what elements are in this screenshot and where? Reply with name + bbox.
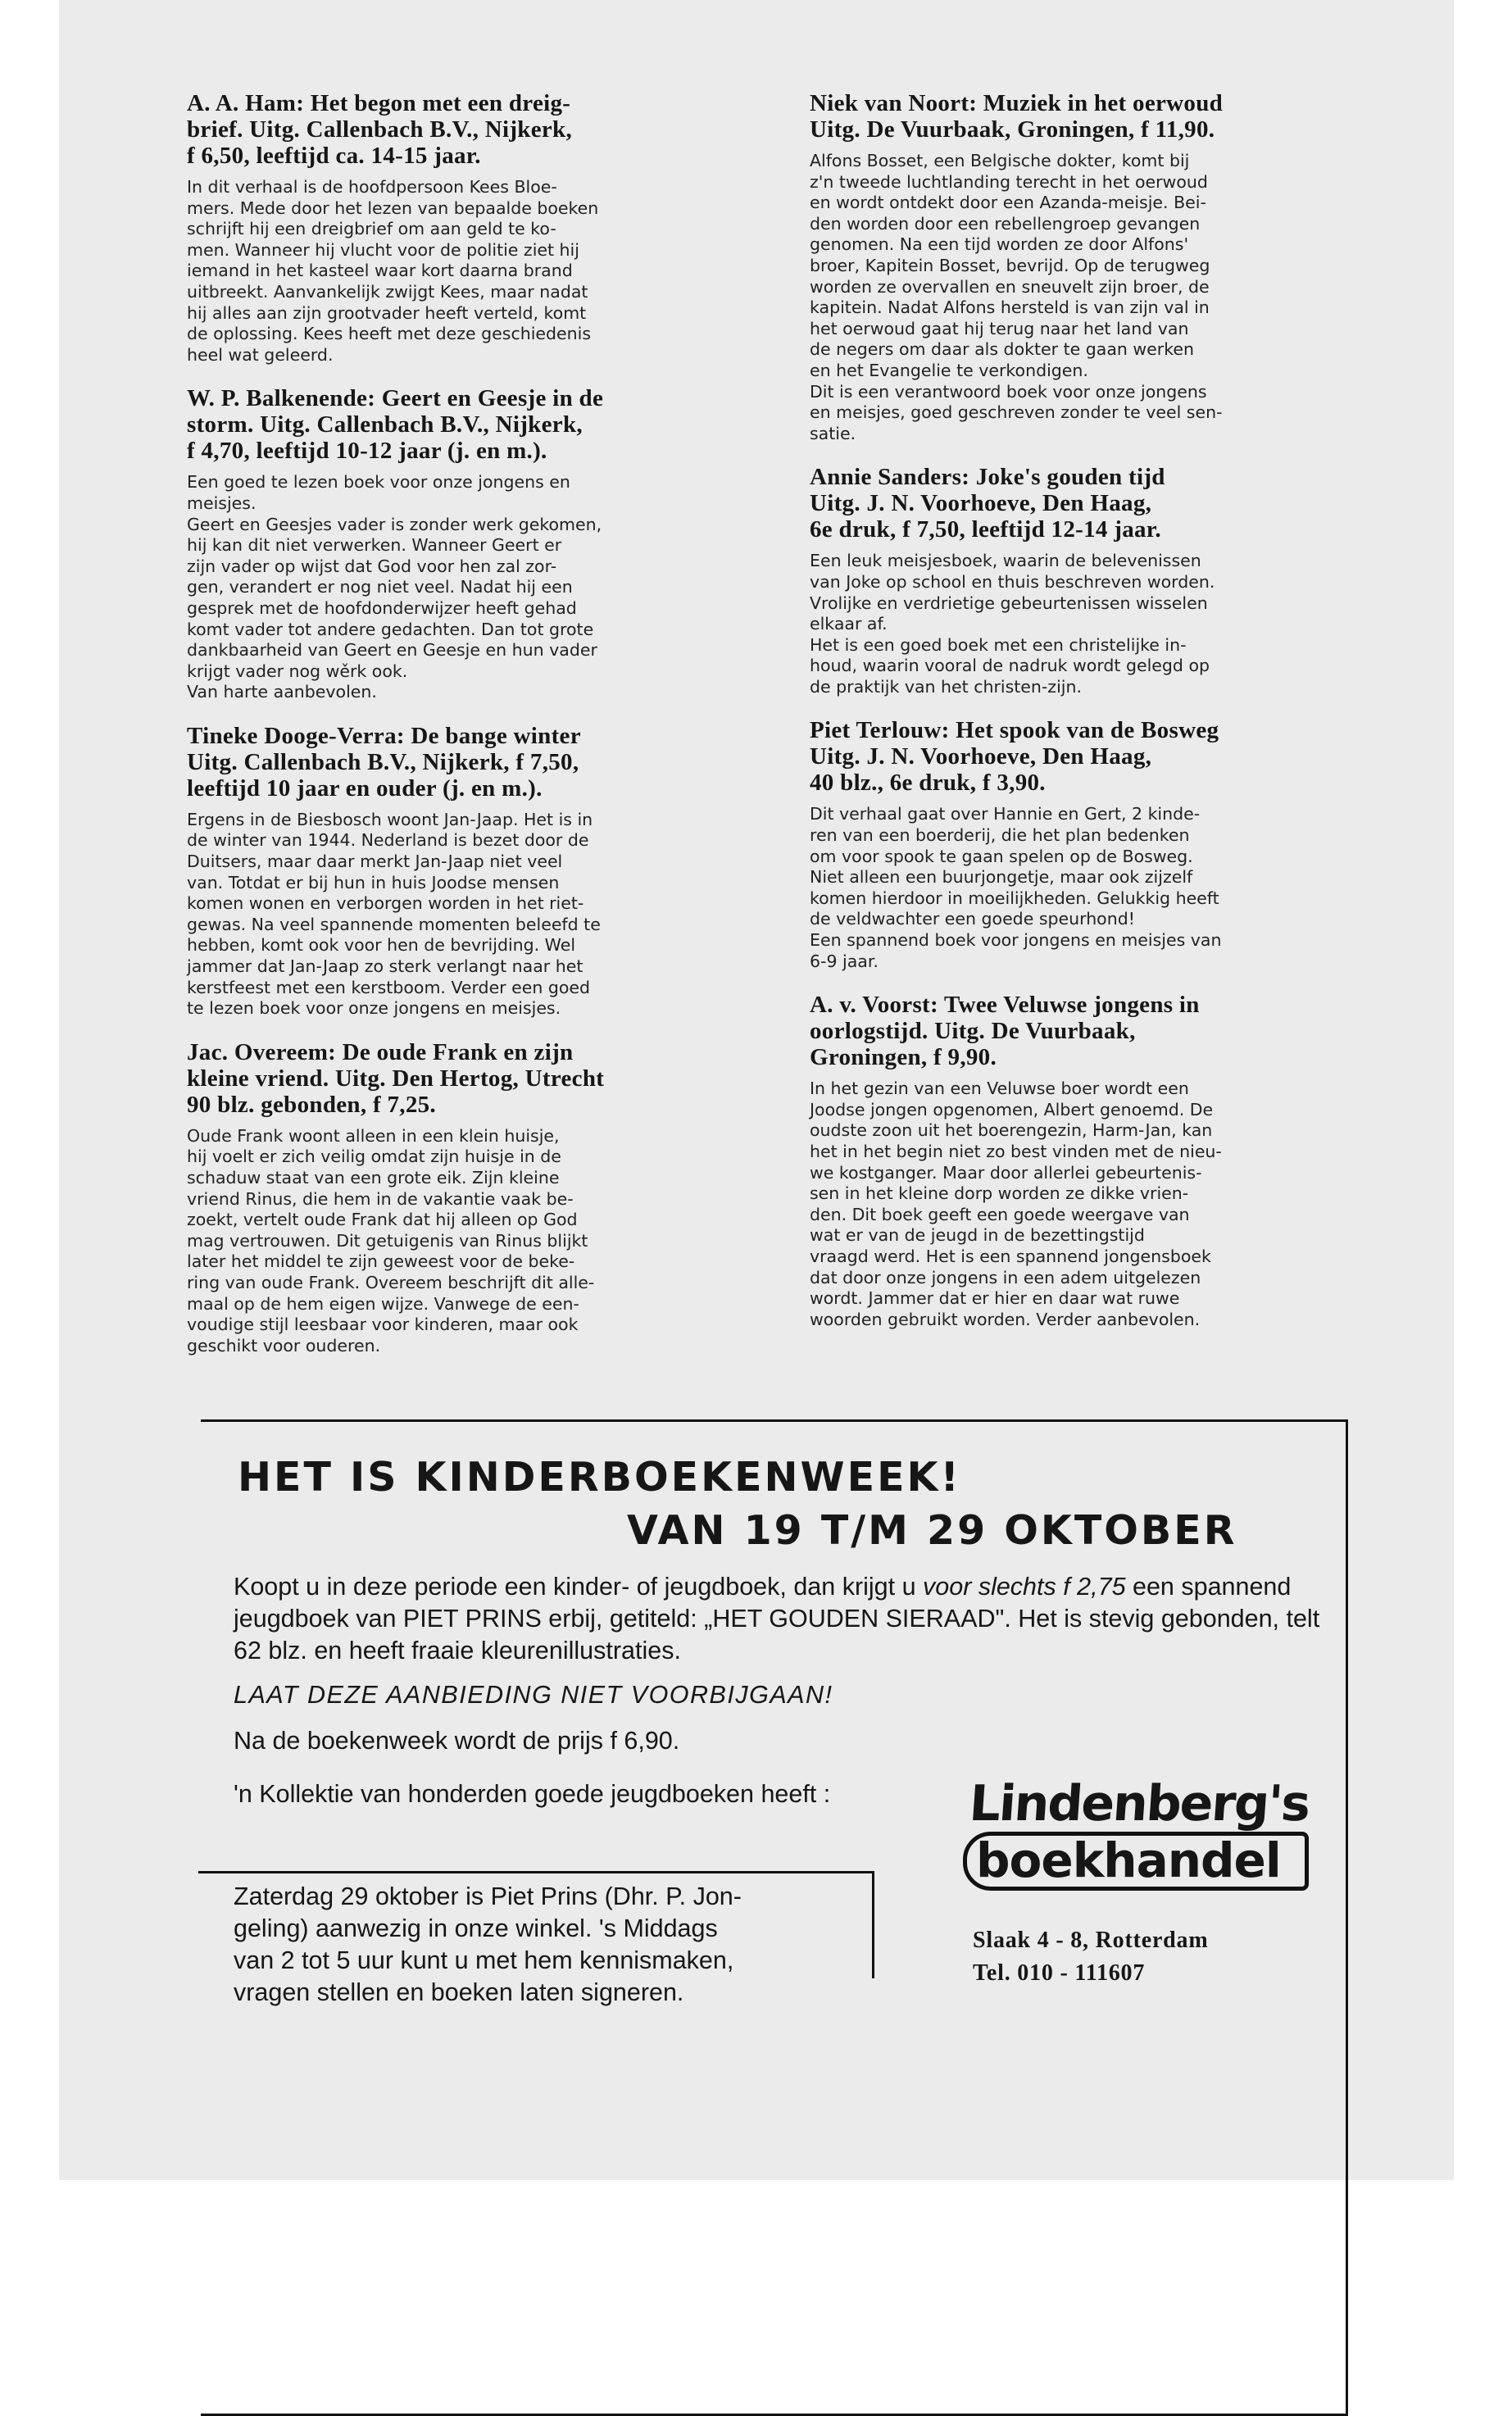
right-column (810, 90, 1359, 1350)
review-body: In dit verhaal is de hoofdpersoon Kees Bloe- mers. Mede door het lezen van bepaalde boeken schrijft hij een dreigbrief om aan geld te ko- men. Wanneer hij vlucht voor de politie ziet hij iemand in het kasteel waar kort daarna brand uitbreekt. Aanvankelijk zwijgt Kees, maar nadat hij alles aan zijn grootvader heeft verteld, komt de oplossing. Kees heeft met deze geschiedenis heel wat geleerd. (187, 177, 599, 365)
review-body: Oude Frank woont alleen in een klein huisje, hij voelt er zich veilig omdat zijn huisje in de schaduw staat van een grote eik. Zijn kleine vriend Rinus, die hem in de vakantie vaak be- zoekt, vertelt oude Frank dat hij alleen op God mag vertrouwen. Dit getuigenis van Rinus blijkt later het middel te zijn geweest voor de beke- ring van oude Frank. Overeem beschrijft dit alle- maal op de hem eigen wijze. Vanwege de een- voudige stijl leesbaar voor kinderen, maar ook geschikt voor ouderen. (187, 1125, 595, 1356)
logo-subtitle: boekhandel (976, 1832, 1281, 1888)
review-overeem (187, 1039, 736, 1357)
review-title: Tineke Dooge-Verra: De bange winter Uitg. Callenbach B.V., Nijkerk, f 7,50, leeftijd 10 jaar en ouder (j. en m.). (187, 722, 581, 802)
advertisement-box (201, 1419, 1348, 2416)
ad-call-to-action: LAAT DEZE AANBIEDING NIET VOORBIJGAAN! (234, 1681, 833, 1709)
review-body: Dit verhaal gaat over Hannie en Gert, 2 kinde- ren van een boerderij, die het plan bedenken om voor spook te gaan spelen op de Bosweg. Niet alleen een buurjongetje, maar ook zijzelf komen hierdoor in moeilijkheden. Gelukkig heeft de veldwachter een goede speurhond! Een spannend boek voor jongens en meisjes van 6-9 jaar. (810, 804, 1222, 971)
ad-dates: VAN 19 T/M 29 OKTOBER (627, 1507, 1237, 1554)
review-title: Niek van Noort: Muziek in het oerwoud Uitg. De Vuurbaak, Groningen, f 11,90. (810, 90, 1224, 143)
divider (198, 1871, 872, 1873)
shop-phone: Tel. 010 - 111607 (973, 1960, 1146, 1986)
ad-offer-price: voor slechts f 2,75 (923, 1573, 1126, 1601)
ad-offer-text: Koopt u in deze periode een kinder- of jeugdboek, dan krijgt u (234, 1573, 924, 1601)
ad-headline: HET IS KINDERBOEKENWEEK! (238, 1454, 961, 1501)
review-title: A. A. Ham: Het begon met een dreig- brief. Uitg. Callenbach B.V., Nijkerk, f 6,50, leeftijd ca. 14-15 jaar. (187, 90, 573, 169)
shop-address: Slaak 4 - 8, Rotterdam (973, 1928, 1209, 1953)
ad-offer (234, 1571, 1324, 1667)
review-van-noort (810, 90, 1359, 444)
review-dooge-verra (187, 723, 736, 1020)
review-title: Annie Sanders: Joke's gouden tijd Uitg. J. N. Voorhoeve, Den Haag, 6e druk, f 7,50, leeftijd 12-14 jaar. (810, 464, 1165, 543)
review-terlouw (810, 717, 1359, 972)
review-ham (187, 90, 736, 366)
review-title: Piet Terlouw: Het spook van de Bosweg Uitg. J. N. Voorhoeve, Den Haag, 40 blz., 6e druk, f 3,90. (810, 717, 1219, 797)
review-body: Alfons Bosset, een Belgische dokter, komt bij z'n tweede luchtlanding terecht in het oerwoud en wordt ontdekt door een Azanda-meisje. Bei- den worden door een rebellengroep gevangen genomen. Na een tijd worden ze door Alfons' broer, Kapitein Bosset, bevrijd. Op de terugweg worden ze overvallen en sneuvelt zijn broer, de kapitein. Nadat Alfons hersteld is van zijn val in het oerwoud gaat hij terug naar het land van de negers om daar als dokter te gaan werken en het Evangelie te verkondigen. Dit is een verantwoord boek voor onze jongens en meisjes, goed geschreven zonder te veel sen- satie. (810, 151, 1223, 443)
review-body: Een goed te lezen boek voor onze jongens en meisjes. Geert en Geesjes vader is zonder werk gekomen, hij kan dit niet verwerken. Wanneer Geert er zijn vader op wijst dat God voor hen zal zor- gen, verandert er nog niet veel. Nadat hij een gesprek met de hoofdonderwijzer heeft gehad komt vader tot andere gedachten. Dan tot grote dankbaarheid van Geert en Geesje en hun vader krijgt vader nog wěrk ook. Van harte aanbevolen. (187, 472, 602, 702)
review-body: Een leuk meisjesboek, waarin de belevenissen van Joke op school en thuis beschreven worden. Vrolijke en verdrietige gebeurtenissen wisselen elkaar af. Het is een goed boek met een christelijke in- houd, waarin vooral de nadruk wordt gelegd op de praktijk van het christen-zijn. (810, 551, 1215, 697)
review-body: In het gezin van een Veluwse boer wordt een Joodse jongen opgenomen, Albert genoemd. De oudste zoon uit het boerengezin, Harm-Jan, kan het in het begin niet zo best vinden met de nieu- we kostganger. Maar door allerlei gebeurtenis- sen in het kleine dorp worden ze dikke vrien- den. Dit boek geeft een goede weergave van wat er van de jeugd in de bezettingstijd vraagd werd. Het is een spannend jongensboek dat door onze jongens in een adem uitgelezen wordt. Jammer dat er hier en daar wat ruwe woorden gebruikt worden. Verder aanbevolen. (810, 1079, 1222, 1329)
review-voorst (810, 992, 1359, 1330)
left-column (187, 90, 736, 1376)
ad-price-after: Na de boekenweek wordt de prijs f 6,90. (234, 1727, 680, 1755)
ad-collection: 'n Kollektie van honderden goede jeugdboeken heeft : (234, 1780, 831, 1808)
bookshop-logo (963, 1773, 1315, 1937)
ad-event: Zaterdag 29 oktober is Piet Prins (Dhr. P. Jon- geling) aanwezig in onze winkel. 's Middags van 2 tot 5 uur kunt u met hem kennismaken, vragen stellen en boeken laten signeren. (234, 1882, 742, 2006)
review-title: Jac. Overeem: De oude Frank en zijn kleine vriend. Uitg. Den Hertog, Utrecht 90 blz. gebonden, f 7,25. (187, 1038, 605, 1118)
logo-name: Lindenberg's (967, 1775, 1311, 1832)
review-body: Ergens in de Biesbosch woont Jan-Jaap. Het is in de winter van 1944. Nederland is bezet door de Duitsers, maar daar merkt Jan-Jaap niet veel van. Totdat er bij hun in huis Joodse mensen komen wonen en verborgen worden in het riet- gewas. Na veel spannende momenten beleefd te hebben, komt ook voor hen de bevrijding. Wel jammer dat Jan-Jaap zo sterk verlangt naar het kerstfeest met een kerstboom. Verder een goed te lezen boek voor onze jongens en meisjes. (187, 809, 601, 1019)
review-sanders (810, 464, 1359, 697)
review-title: W. P. Balkenende: Geert en Geesje in de storm. Uitg. Callenbach B.V., Nijkerk, f 4,70, leeftijd 10-12 jaar (j. en m.). (187, 385, 604, 465)
ad-offer-details: een spannend jeugdboek van PIET PRINS erbij, getiteld: „HET GOUDEN SIERAAD". Het is stevig gebonden, telt 62 blz. en heeft fraaie kleurenillustraties. (234, 1573, 1320, 1664)
review-title: A. v. Voorst: Twee Veluwse jongens in oorlogstijd. Uitg. De Vuurbaak, Groningen, f 9,90. (810, 992, 1200, 1071)
review-balkenende (187, 385, 736, 703)
